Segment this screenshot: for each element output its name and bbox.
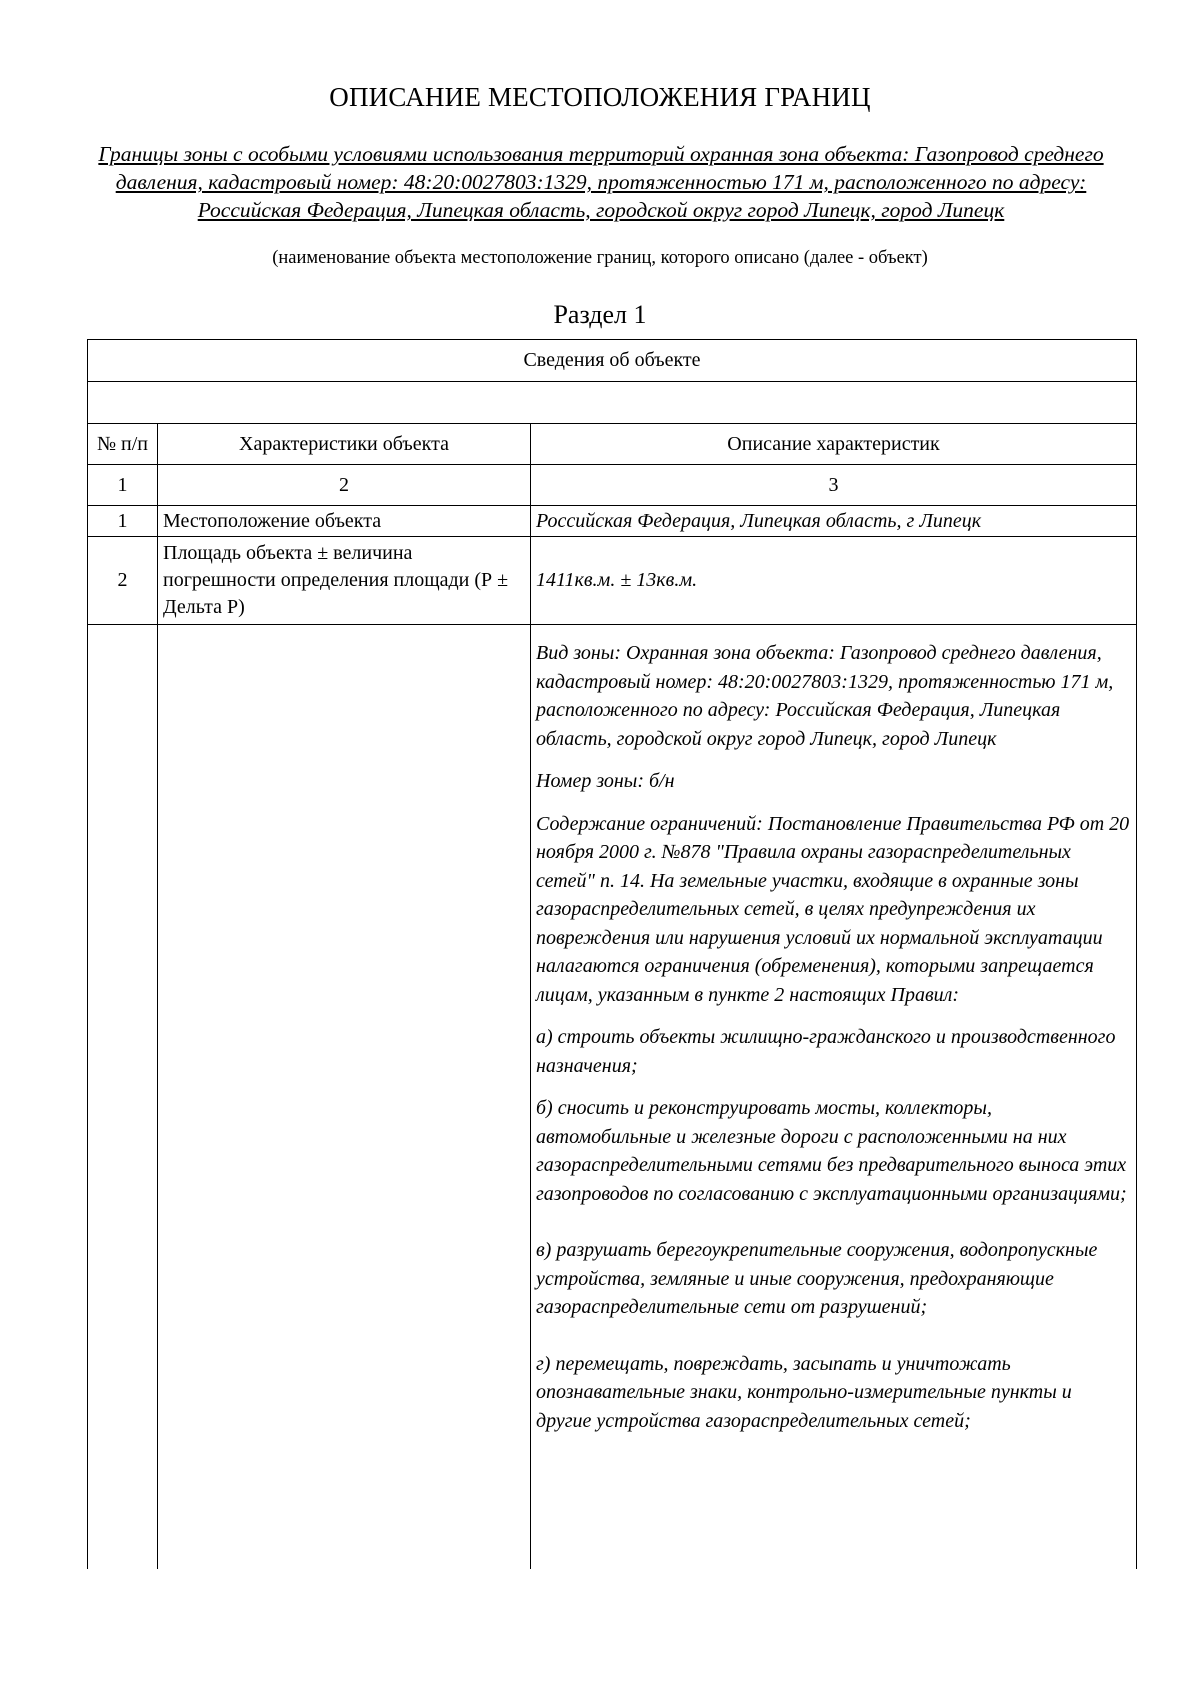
table-title: Сведения об объекте xyxy=(88,340,1137,382)
restriction-item-b: б) сносить и реконструировать мосты, коллекторы, автомобильные и железные дороги с расположенными на них газораспределительными сетями без предварительного выноса этих газопроводов по согласованию с эксплуатационными организациями; xyxy=(536,1097,1127,1205)
object-caption: (наименование объекта местоположение границ, которого описано (далее - объект) xyxy=(272,248,928,268)
table-empty-row xyxy=(88,382,1137,424)
empty-name-cell xyxy=(158,625,531,1569)
zone-type-text: Вид зоны: Охранная зона объекта: Газопровод среднего давления, кадастровый номер: 48:20:0027803:1329, протяженностью 171 м, расположенного по адресу: Российская Федерация, Липецкая область, городской округ город Липецк, город Липецк xyxy=(536,642,1114,750)
section-title: Раздел 1 xyxy=(553,300,647,329)
table-title-row xyxy=(88,340,1137,382)
info-table xyxy=(87,339,1137,1569)
empty-num-cell xyxy=(88,625,158,1569)
object-name: Границы зоны с особыми условиями использования территорий охранная зона объекта: Газопровод среднего давления, кадастровый номер: 48:20:0027803:1329, протяженностью 171 м, расположенного по адресу: Российская Федерация, Липецкая область, городской округ город Липецк, город Липецк xyxy=(98,142,1104,222)
restriction-item-a: а) строить объекты жилищно-гражданского и производственного назначения; xyxy=(536,1026,1116,1077)
header-characteristic: Характеристики объекта xyxy=(158,424,531,465)
col-number: 3 xyxy=(531,465,1137,506)
restrictions-text: Содержание ограничений: Постановление Правительства РФ от 20 ноября 2000 г. №878 "Правила охраны газораспределительных сетей" п. 14. На земельные участки, входящие в охранные зоны газораспределительных сетей, в целях предупреждения их повреждения или нарушения условий их нормальной эксплуатации налагаются ограничения (обременения), которыми запрещается лицам, указанным в пункте 2 настоящих Правил: xyxy=(536,812,1130,1006)
col-number: 2 xyxy=(158,465,531,506)
row-num: 2 xyxy=(88,537,158,625)
row-name: Местоположение объекта xyxy=(158,506,531,537)
restriction-item-d: г) перемещать, повреждать, засыпать и уничтожать опознавательные знаки, контрольно-измерительные пункты и другие устройства газораспределительных сетей; xyxy=(536,1352,1072,1432)
row-num: 1 xyxy=(88,506,158,537)
zone-description xyxy=(531,625,1137,1569)
header-description: Описание характеристик xyxy=(531,424,1137,465)
row-value: 1411кв.м. ± 13кв.м. xyxy=(531,537,1137,625)
table-row xyxy=(88,537,1137,625)
table-row xyxy=(88,506,1137,537)
empty-cell xyxy=(88,382,1137,424)
table-row-description xyxy=(88,625,1137,1569)
table-header-row xyxy=(88,424,1137,465)
column-number-row xyxy=(88,465,1137,506)
page-title: ОПИСАНИЕ МЕСТОПОЛОЖЕНИЯ ГРАНИЦ xyxy=(329,82,871,112)
col-number: 1 xyxy=(88,465,158,506)
header-num: № п/п xyxy=(88,424,158,465)
row-value: Российская Федерация, Липецкая область, г Липецк xyxy=(531,506,1137,537)
row-name: Площадь объекта ± величина погрешности определения площади (Р ± Дельта Р) xyxy=(158,537,531,625)
restriction-item-c: в) разрушать берегоукрепительные сооружения, водопропускные устройства, земляные и иные сооружения, предохраняющие газораспределительные сети от разрушений; xyxy=(536,1239,1098,1318)
zone-number-text: Номер зоны: б/н xyxy=(536,770,675,792)
